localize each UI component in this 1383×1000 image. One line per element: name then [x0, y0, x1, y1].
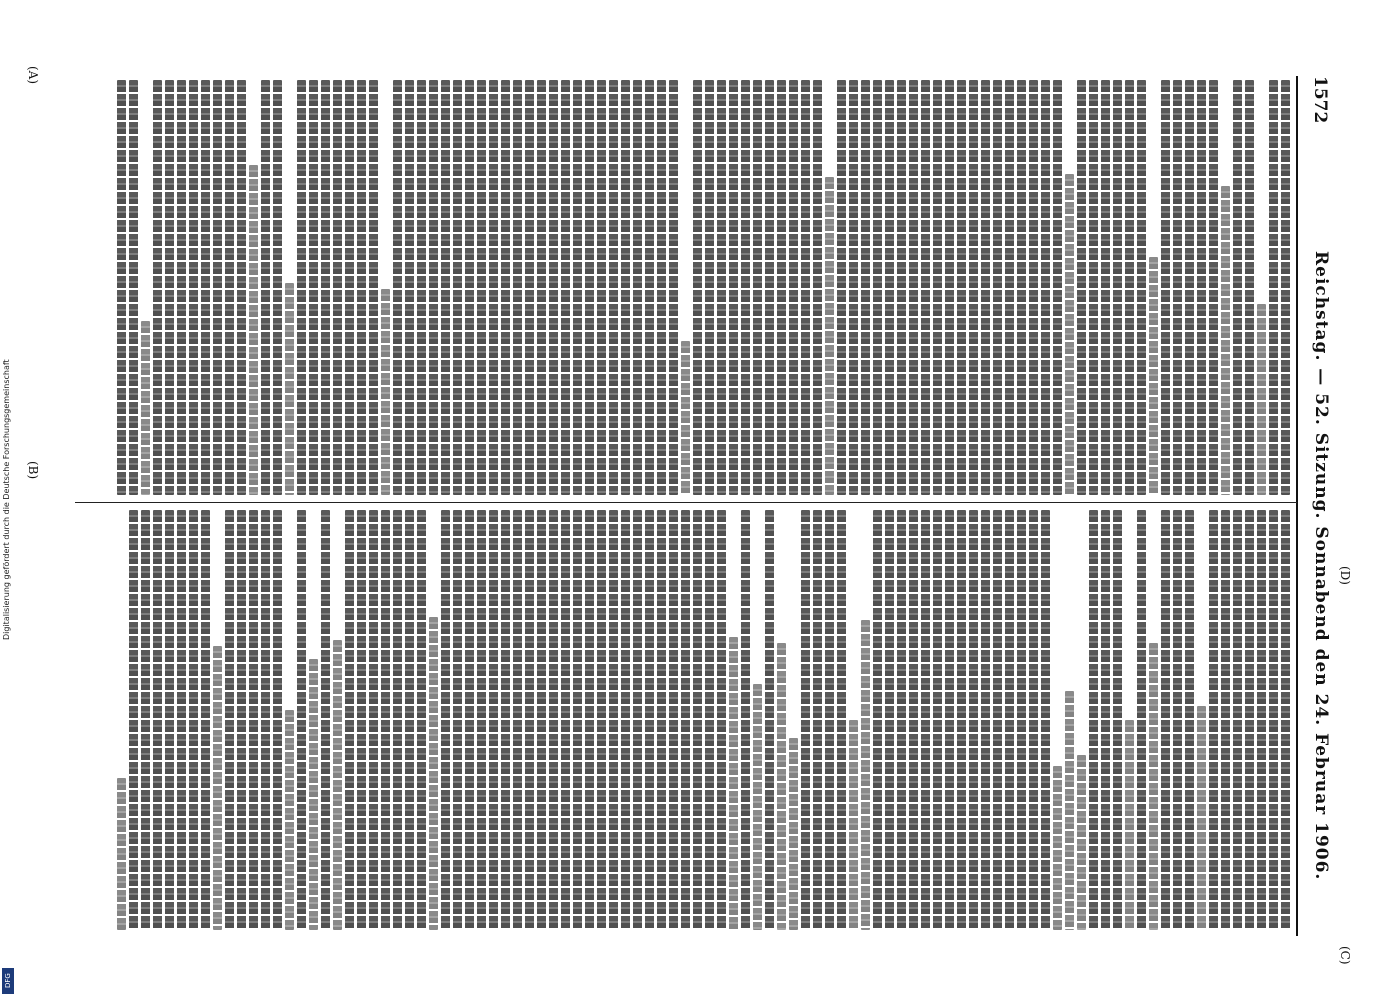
text-line — [597, 80, 606, 495]
running-header-text: Reichstag. — 52. Sitzung. Sonnabend den 24. Februar 1906. — [1311, 251, 1331, 881]
text-line — [849, 720, 858, 930]
text-line — [705, 80, 714, 495]
text-line — [825, 510, 834, 930]
text-line — [897, 80, 906, 495]
text-line — [909, 80, 918, 495]
text-line — [117, 80, 126, 495]
text-line — [1077, 80, 1086, 495]
text-line — [897, 510, 906, 930]
text-line — [861, 620, 870, 931]
margin-letter-b: (B) — [26, 460, 40, 480]
text-line — [669, 510, 678, 930]
text-line — [189, 80, 198, 495]
text-line — [789, 80, 798, 495]
text-line — [381, 510, 390, 930]
text-line — [237, 510, 246, 930]
text-line — [309, 659, 318, 930]
text-line — [1233, 510, 1242, 930]
text-line — [1089, 80, 1098, 495]
text-line — [345, 510, 354, 930]
text-line — [717, 510, 726, 930]
text-line — [369, 510, 378, 930]
text-line — [693, 80, 702, 495]
text-line — [429, 80, 438, 495]
text-line — [1149, 257, 1158, 495]
text-line — [369, 80, 378, 495]
text-line — [285, 710, 294, 930]
text-line — [1173, 80, 1182, 495]
text-line — [921, 510, 930, 930]
text-line — [465, 80, 474, 495]
text-line — [597, 510, 606, 930]
text-line — [201, 510, 210, 930]
text-line — [1149, 643, 1158, 930]
text-line — [1185, 80, 1194, 495]
text-line — [1017, 80, 1026, 495]
text-line — [213, 646, 222, 930]
text-line — [1053, 766, 1062, 930]
text-line — [753, 80, 762, 495]
text-line — [297, 80, 306, 495]
text-line — [1161, 510, 1170, 930]
text-line — [1257, 304, 1266, 495]
text-line — [405, 510, 414, 930]
text-line — [189, 510, 198, 930]
text-line — [945, 510, 954, 930]
text-line — [249, 510, 258, 930]
text-line — [537, 80, 546, 495]
text-line — [261, 510, 270, 930]
text-line — [513, 80, 522, 495]
text-line — [237, 80, 246, 495]
text-line — [441, 80, 450, 495]
text-line — [225, 80, 234, 495]
text-line — [657, 510, 666, 930]
text-line — [645, 510, 654, 930]
text-line — [1005, 510, 1014, 930]
text-line — [405, 80, 414, 495]
text-line — [705, 510, 714, 930]
text-line — [525, 510, 534, 930]
text-line — [129, 510, 138, 930]
text-line — [777, 80, 786, 495]
text-line — [117, 778, 126, 930]
text-line — [489, 80, 498, 495]
text-line — [549, 510, 558, 930]
running-header — [1305, 76, 1331, 936]
text-line — [333, 80, 342, 495]
text-line — [141, 321, 150, 495]
text-line — [1209, 510, 1218, 930]
text-line — [1029, 510, 1038, 930]
text-line — [129, 80, 138, 495]
text-line — [1113, 80, 1122, 495]
text-line — [1041, 80, 1050, 495]
text-line — [873, 80, 882, 495]
text-line — [1101, 80, 1110, 495]
text-line — [969, 80, 978, 495]
text-line — [693, 510, 702, 930]
text-line — [1257, 510, 1266, 930]
text-line — [417, 510, 426, 930]
text-line — [321, 80, 330, 495]
text-line — [1209, 80, 1218, 495]
text-line — [1197, 80, 1206, 495]
text-line — [561, 80, 570, 495]
text-line — [1161, 80, 1170, 495]
text-line — [729, 80, 738, 495]
text-line — [177, 510, 186, 930]
text-line — [477, 80, 486, 495]
text-line — [273, 510, 282, 930]
text-line — [969, 510, 978, 930]
text-line — [837, 80, 846, 495]
text-line — [345, 80, 354, 495]
text-line — [789, 738, 798, 930]
text-line — [609, 80, 618, 495]
text-line — [1269, 80, 1278, 495]
text-line — [933, 510, 942, 930]
text-line — [885, 510, 894, 930]
text-line — [1137, 510, 1146, 930]
text-line — [1221, 510, 1230, 930]
text-line — [477, 510, 486, 930]
text-line — [453, 80, 462, 495]
text-line — [165, 80, 174, 495]
text-line — [249, 165, 258, 495]
text-line — [1125, 80, 1134, 495]
text-line — [885, 80, 894, 495]
text-line — [1281, 510, 1290, 930]
text-line — [933, 80, 942, 495]
text-line — [177, 80, 186, 495]
text-line — [813, 80, 822, 495]
dfg-logo: DFG — [2, 968, 14, 994]
text-line — [873, 510, 882, 930]
text-line — [1281, 80, 1290, 495]
text-line — [1125, 720, 1134, 930]
text-line — [549, 80, 558, 495]
text-line — [801, 80, 810, 495]
text-line — [837, 510, 846, 930]
text-line — [1041, 510, 1050, 930]
text-line — [573, 510, 582, 930]
text-line — [393, 80, 402, 495]
text-line — [573, 80, 582, 495]
text-line — [141, 510, 150, 930]
text-line — [1029, 80, 1038, 495]
text-line — [1089, 510, 1098, 930]
text-line — [657, 80, 666, 495]
page-number: 1572 — [1310, 76, 1330, 124]
text-line — [729, 637, 738, 930]
text-line — [741, 80, 750, 495]
text-line — [921, 80, 930, 495]
text-line — [441, 510, 450, 930]
text-line — [1269, 510, 1278, 930]
text-line — [333, 640, 342, 930]
text-line — [381, 289, 390, 495]
text-line — [861, 80, 870, 495]
text-line — [417, 80, 426, 495]
text-line — [1017, 510, 1026, 930]
text-line — [777, 643, 786, 930]
text-line — [633, 80, 642, 495]
text-line — [645, 80, 654, 495]
text-line — [585, 510, 594, 930]
text-line — [765, 510, 774, 930]
text-line — [1185, 510, 1194, 930]
text-line — [1053, 80, 1062, 495]
margin-letter-a: (A) — [26, 65, 40, 85]
text-line — [561, 510, 570, 930]
text-line — [741, 510, 750, 930]
text-line — [633, 510, 642, 930]
text-line — [957, 80, 966, 495]
text-line — [609, 510, 618, 930]
text-line — [525, 80, 534, 495]
text-line — [1245, 510, 1254, 930]
text-line — [753, 684, 762, 930]
text-line — [681, 510, 690, 930]
text-line — [357, 80, 366, 495]
text-line — [717, 80, 726, 495]
text-line — [681, 341, 690, 495]
text-line — [1245, 80, 1254, 495]
text-line — [393, 510, 402, 930]
text-line — [309, 80, 318, 495]
text-line — [513, 510, 522, 930]
text-line — [945, 80, 954, 495]
text-line — [1065, 174, 1074, 495]
text-line — [537, 510, 546, 930]
text-line — [429, 617, 438, 930]
text-line — [669, 80, 678, 495]
header-rule — [1296, 76, 1298, 936]
margin-letter-c: (C) — [1338, 945, 1352, 965]
text-line — [585, 80, 594, 495]
text-line — [993, 510, 1002, 930]
text-line — [357, 510, 366, 930]
text-line — [297, 510, 306, 930]
text-line — [993, 80, 1002, 495]
text-line — [1005, 80, 1014, 495]
text-line — [153, 510, 162, 930]
text-line — [261, 80, 270, 495]
text-line — [201, 80, 210, 495]
text-line — [981, 510, 990, 930]
text-line — [621, 510, 630, 930]
text-line — [801, 510, 810, 930]
text-line — [849, 80, 858, 495]
text-line — [465, 510, 474, 930]
text-line — [453, 510, 462, 930]
text-line — [765, 80, 774, 495]
text-line — [213, 80, 222, 495]
text-line — [957, 510, 966, 930]
text-line — [321, 510, 330, 930]
text-line — [1065, 691, 1074, 930]
text-column-right — [80, 510, 1290, 930]
text-line — [1101, 510, 1110, 930]
text-line — [1077, 755, 1086, 930]
text-line — [153, 80, 162, 495]
text-line — [621, 80, 630, 495]
text-line — [825, 177, 834, 495]
text-line — [981, 80, 990, 495]
text-line — [285, 283, 294, 495]
text-line — [813, 510, 822, 930]
text-line — [165, 510, 174, 930]
text-line — [501, 80, 510, 495]
text-line — [1233, 80, 1242, 495]
text-column-left — [80, 80, 1290, 495]
text-line — [1137, 80, 1146, 495]
text-line — [489, 510, 498, 930]
column-divider — [75, 502, 1297, 503]
text-line — [273, 80, 282, 495]
margin-letter-d: (D) — [1338, 565, 1352, 585]
text-line — [1221, 186, 1230, 495]
text-line — [225, 510, 234, 930]
text-line — [1197, 706, 1206, 930]
text-line — [1173, 510, 1182, 930]
text-line — [1113, 510, 1122, 930]
digitization-credit: Digitalisierung gefördert durch die Deutsche Forschungsgemeinschaft — [2, 359, 11, 641]
text-line — [909, 510, 918, 930]
text-line — [501, 510, 510, 930]
